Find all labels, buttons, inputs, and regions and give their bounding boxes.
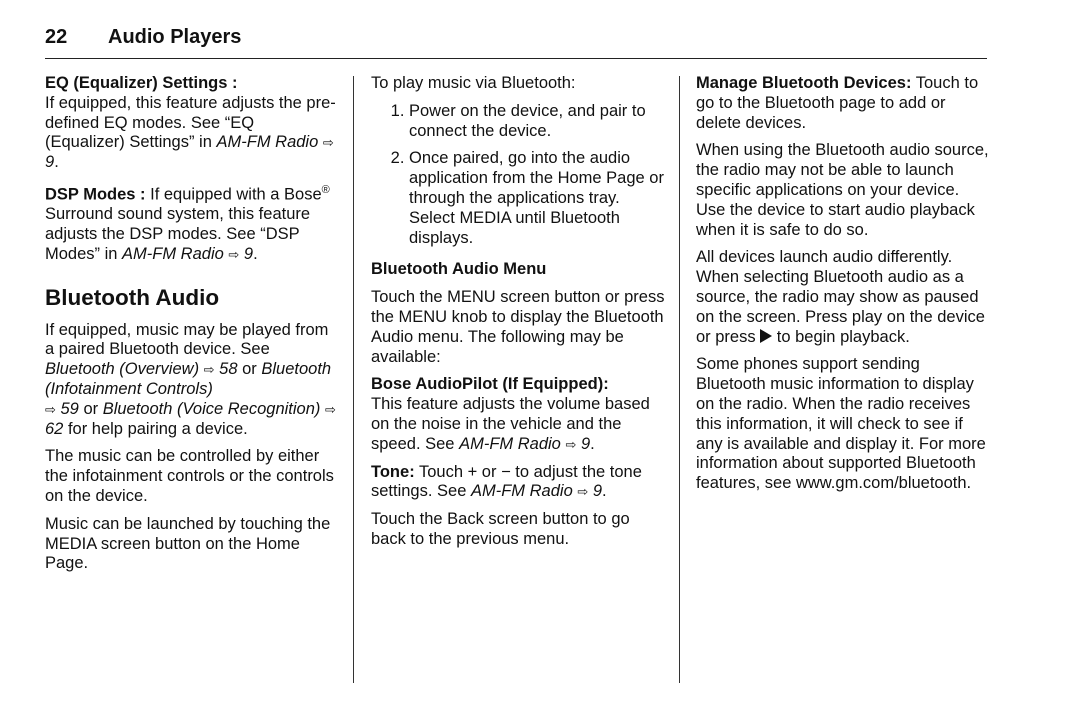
dsp-modes-title: DSP Modes : (45, 185, 146, 204)
dsp-modes-paragraph: DSP Modes : If equipped with a Bose® Surround sound system, this feature adjusts the DSP modes. See “DSP Modes” in AM-FM Radio ⇨ 9. (45, 183, 330, 263)
bluetooth-intro-paragraph: If equipped, music may be played from a paired Bluetooth device. See Bluetooth (Overview) ⇨ 58 or Bluetooth (Infotainment Controls) ⇨ 59 or Bluetooth (Voice Recognition) ⇨ 62 for help pairing a device. (45, 320, 336, 438)
page-ref-arrow-icon: ⇨ (324, 401, 336, 417)
launch-audio-paragraph: All devices launch audio differently. When selecting Bluetooth audio as a source, the radio may show as paused on the screen. Press play on the device or press to begin playback. (696, 248, 985, 346)
play-intro: To play music via Bluetooth: (371, 74, 576, 92)
bt-infotainment-page[interactable]: 59 (60, 399, 79, 418)
launch-apps-paragraph: When using the Bluetooth audio source, the radio may not be able to launch specific applications on your device. Use the device to start audio playback when it is safe to do so. (696, 141, 989, 239)
eq-ref-link[interactable]: AM-FM Radio (216, 133, 319, 152)
list-item: 1. Power on the device, and pair to connect the device. (409, 102, 667, 142)
column-divider-2 (679, 76, 680, 683)
bt-overview-ref[interactable]: Bluetooth (Overview) (45, 360, 200, 379)
bt-voice-ref[interactable]: Bluetooth (Voice Recognition) (102, 399, 321, 418)
menu-paragraph: Touch the MENU screen button or press the MENU knob to display the Bluetooth Audio menu. The following may be available: (371, 288, 665, 366)
bose-audiopilot-title: Bose AudioPilot (If Equipped): (371, 375, 609, 394)
column-1 (45, 74, 337, 582)
eq-page-ref[interactable]: 9 (45, 153, 55, 172)
bluetooth-audio-menu-heading: Bluetooth Audio Menu (371, 260, 547, 279)
play-icon (760, 329, 772, 343)
bose-ref-link[interactable]: AM-FM Radio (459, 434, 561, 453)
tone-title: Tone: (371, 462, 415, 481)
page-ref-arrow-icon: ⇨ (322, 135, 334, 151)
bose-audiopilot-paragraph: Bose AudioPilot (If Equipped): This feature adjusts the volume based on the noise in the vehicle and the speed. See AM-FM Radio ⇨ 9. (371, 375, 650, 453)
tone-page-ref[interactable]: 9 (592, 482, 603, 501)
column-2 (371, 74, 667, 558)
manage-devices-title: Manage Bluetooth Devices: (696, 74, 912, 92)
tone-ref-link[interactable]: AM-FM Radio (470, 482, 573, 501)
tone-paragraph: Tone: Touch + or − to adjust the tone settings. See AM-FM Radio ⇨ 9. (371, 462, 642, 501)
page-ref-arrow-icon: ⇨ (228, 246, 240, 262)
bluetooth-audio-heading: Bluetooth Audio (45, 284, 220, 310)
page-header (45, 26, 987, 59)
page-ref-arrow-icon: ⇨ (45, 401, 56, 417)
eq-settings-title: EQ (Equalizer) Settings : (45, 74, 238, 92)
bt-voice-page[interactable]: 62 (45, 419, 64, 438)
music-launch-paragraph: Music can be launched by touching the MEDIA screen button on the Home Page. (45, 514, 331, 573)
section-title: Audio Players (108, 26, 242, 48)
bt-infotainment-ref[interactable]: Bluetooth (Infotainment Controls) (45, 360, 332, 399)
eq-settings-paragraph: EQ (Equalizer) Settings : If equipped, this feature adjusts the pre-defined EQ modes. See “EQ (Equalizer) Settings” in AM-FM Radio ⇨ 9. (45, 74, 336, 172)
bose-page-ref[interactable]: 9 (580, 434, 591, 453)
page-number: 22 (45, 26, 68, 48)
steps-list (371, 102, 667, 249)
list-item: 2. Once paired, go into the audio application from the Home Page or through the applications tray. Select MEDIA until Bluetooth displays. (409, 149, 667, 248)
music-info-paragraph: Some phones support sending Bluetooth music information to display on the radio. When the radio receives this information, it will check to see if any is available and display it. For more information about supported Bluetooth features, see www.gm.com/bluetooth. (696, 355, 986, 493)
manage-devices-paragraph: Manage Bluetooth Devices: Touch to go to the Bluetooth page to add or delete devices. (696, 74, 979, 132)
dsp-page-ref[interactable]: 9 (243, 244, 254, 263)
page-ref-arrow-icon: ⇨ (577, 484, 589, 500)
column-divider-1 (353, 76, 354, 683)
bt-overview-page[interactable]: 58 (219, 360, 238, 379)
back-paragraph: Touch the Back screen button to go back to the previous menu. (371, 510, 630, 548)
column-3 (696, 74, 992, 502)
dsp-ref-link[interactable]: AM-FM Radio (122, 244, 224, 263)
registered-mark: ® (321, 183, 330, 196)
page-ref-arrow-icon: ⇨ (565, 436, 577, 452)
page-ref-arrow-icon: ⇨ (203, 362, 215, 378)
music-control-paragraph: The music can be controlled by either the infotainment controls or the controls on the device. (45, 447, 334, 506)
